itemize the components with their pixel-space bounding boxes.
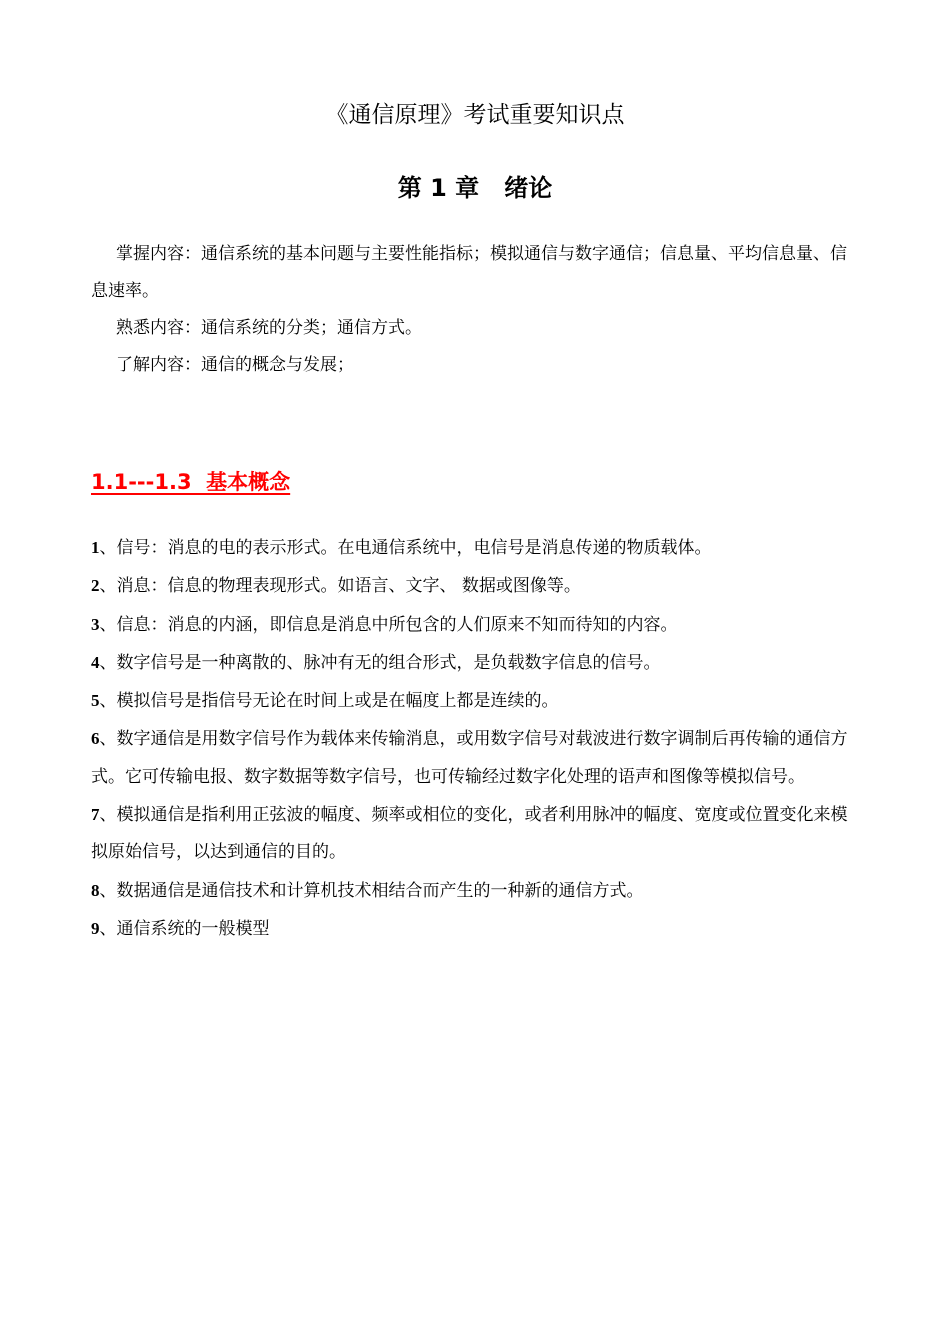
intro-familiar-text: 熟悉内容：通信系统的分类；通信方式。: [116, 318, 422, 338]
item-number: 6: [91, 729, 100, 749]
list-item: [91, 910, 863, 948]
item-text: 、数字通信是用数字信号作为载体来传输消息，或用数字信号对载波进行数字调制后再传输的通信方式。它可传输电报、数字数据等数字信号，也可传输经过数字化处理的语声和图像等模拟信号。: [91, 729, 848, 787]
item-text: 、模拟信号是指信号无论在时间上或是在幅度上都是连续的。: [99, 691, 559, 712]
list-item: [91, 606, 863, 644]
intro-master-text: 掌握内容：通信系统的基本问题与主要性能指标；模拟通信与数字通信；信息量、平均信息量、信息速率。: [91, 244, 847, 301]
item-text: 、数据通信是通信技术和计算机技术相结合而产生的一种新的通信方式。: [99, 880, 644, 901]
document-title: 《通信原理》考试重要知识点: [325, 102, 625, 128]
list-item: [91, 872, 863, 910]
list-item: [91, 529, 863, 567]
list-item: [91, 644, 863, 682]
intro-master: [91, 236, 861, 310]
chapter-title: 第 1 章 绪论: [397, 174, 553, 202]
list-item: [91, 796, 863, 872]
intro-understand: [91, 347, 861, 384]
item-number: 9: [91, 918, 100, 938]
list-item: [91, 567, 863, 605]
item-text: 、消息：信息的物理表现形式。如语言、文字、 数据或图像等。: [99, 576, 581, 597]
item-number: 5: [91, 691, 100, 711]
item-text: 、信息：消息的内涵，即信息是消息中所包含的人们原来不知而待知的内容。: [99, 614, 678, 635]
list-item: [91, 720, 863, 796]
item-text: 、模拟通信是指利用正弦波的幅度、频率或相位的变化，或者利用脉冲的幅度、宽度或位置变化来模拟原始信号，以达到通信的目的。: [91, 805, 848, 863]
item-number: 1: [91, 538, 100, 557]
item-number: 7: [91, 805, 100, 825]
concept-list: [91, 529, 863, 948]
list-item: [91, 682, 863, 720]
section-heading: 1.1---1.3 基本概念: [91, 470, 291, 494]
intro-familiar: [91, 310, 861, 347]
item-text: 、数字信号是一种离散的、脉冲有无的组合形式，是负载数字信息的信号。: [99, 652, 661, 673]
item-number: 3: [91, 614, 100, 634]
item-number: 2: [91, 576, 100, 596]
item-text: 、通信系统的一般模型: [99, 918, 270, 939]
item-number: 8: [91, 880, 100, 900]
item-text: 、信号：消息的电的表示形式。在电通信系统中，电信号是消息传递的物质载体。: [99, 538, 712, 558]
intro-understand-text: 了解内容：通信的概念与发展；: [116, 355, 354, 375]
item-number: 4: [91, 652, 100, 672]
